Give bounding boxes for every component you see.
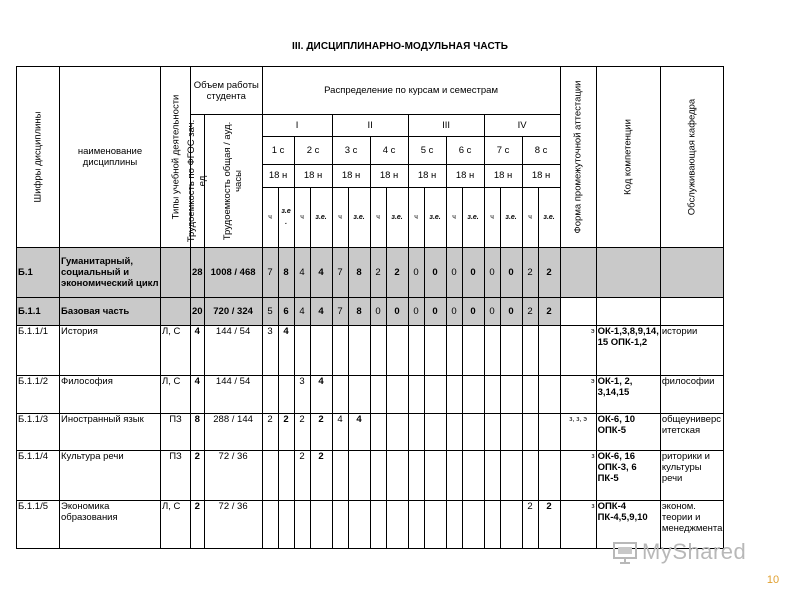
row-cell	[462, 414, 484, 451]
row-department: риторики и культуры речи	[660, 451, 724, 501]
row-fgos: 4	[191, 376, 205, 414]
row-code: Б.1.1/3	[17, 414, 60, 451]
row-cell	[262, 376, 278, 414]
row-name: Гуманитарный, социальный и экономический цикл	[60, 248, 161, 298]
row-cell	[294, 326, 310, 376]
row-cell	[462, 501, 484, 549]
row-competency: ОК-1,3,8,9,14, 15 ОПК-1,2	[596, 326, 660, 376]
row-attestation: э	[560, 326, 596, 376]
row-cell: 0	[500, 298, 522, 326]
row-total: 1008 / 468	[204, 248, 262, 298]
page-title: III. ДИСЦИПЛИНАРНО-МОДУЛЬНАЯ ЧАСТЬ	[291, 41, 509, 52]
row-cell	[278, 451, 294, 501]
table-row	[17, 248, 724, 298]
row-cell	[348, 501, 370, 549]
row-cell: 8	[348, 298, 370, 326]
course-2: II	[332, 115, 408, 137]
row-fgos: 2	[191, 451, 205, 501]
row-competency	[596, 298, 660, 326]
row-attestation	[560, 248, 596, 298]
header-attestation-label: Форма промежуточной аттестации	[572, 80, 584, 234]
row-cell: 2	[538, 248, 560, 298]
header-fgos-label: Трудоемкость по ФГОС зач. ед	[186, 119, 209, 243]
row-cell	[446, 376, 462, 414]
row-types: ПЗ	[161, 451, 191, 501]
semester-7: 7 с	[484, 137, 522, 165]
row-cell: 0	[500, 248, 522, 298]
row-code: Б.1.1/5	[17, 501, 60, 549]
credits-label: з.е.	[310, 187, 332, 247]
row-cell	[500, 451, 522, 501]
row-cell	[522, 326, 538, 376]
row-cell	[332, 501, 348, 549]
row-department: истории	[660, 326, 724, 376]
semester-8: 8 с	[522, 137, 560, 165]
row-cell: 2	[370, 248, 386, 298]
hours-label: ч	[408, 187, 424, 247]
header-competency-label: Код компетенции	[622, 119, 634, 195]
row-cell: 8	[348, 248, 370, 298]
header-workload-group: Объем работы студента	[191, 67, 263, 115]
row-cell	[522, 414, 538, 451]
row-cell: 2	[294, 451, 310, 501]
row-cell	[446, 326, 462, 376]
row-cell	[386, 451, 408, 501]
row-cell	[484, 451, 500, 501]
row-cell	[278, 376, 294, 414]
row-competency: ОПК-4 ПК-4,5,9,10	[596, 501, 660, 549]
row-cell	[500, 326, 522, 376]
watermark-logo	[612, 538, 747, 572]
row-cell	[370, 451, 386, 501]
row-cell	[332, 376, 348, 414]
row-cell	[424, 451, 446, 501]
row-name: Философия	[60, 376, 161, 414]
row-cell	[522, 451, 538, 501]
row-cell	[408, 414, 424, 451]
course-1: I	[262, 115, 332, 137]
row-cell: 0	[424, 248, 446, 298]
table-row	[17, 376, 724, 414]
header-distribution: Распределение по курсам и семестрам	[262, 67, 560, 115]
row-name: Культура речи	[60, 451, 161, 501]
row-cell: 6	[278, 298, 294, 326]
weeks-8: 18 н	[522, 165, 560, 187]
row-cell: 0	[484, 248, 500, 298]
row-cell	[484, 501, 500, 549]
table-row	[17, 298, 724, 326]
row-cell	[538, 326, 560, 376]
row-competency: ОК-6, 10 ОПК-5	[596, 414, 660, 451]
row-code: Б.1	[17, 248, 60, 298]
row-cell	[462, 376, 484, 414]
row-attestation	[560, 298, 596, 326]
row-cell: 0	[446, 298, 462, 326]
row-cell	[370, 501, 386, 549]
semester-5: 5 с	[408, 137, 446, 165]
row-cell	[386, 501, 408, 549]
row-cell	[462, 451, 484, 501]
header-department	[660, 67, 724, 248]
weeks-1: 18 н	[262, 165, 294, 187]
credits-label: з.е.	[348, 187, 370, 247]
row-cell: 0	[408, 248, 424, 298]
table-row	[17, 326, 724, 376]
row-cell	[310, 501, 332, 549]
semester-2: 2 с	[294, 137, 332, 165]
row-cell: 2	[538, 298, 560, 326]
row-cell: 0	[462, 248, 484, 298]
row-cell	[500, 501, 522, 549]
row-competency: ОК-1, 2, 3,14,15	[596, 376, 660, 414]
table-row	[17, 414, 724, 451]
row-cell	[278, 501, 294, 549]
row-fgos: 8	[191, 414, 205, 451]
hours-label: ч	[262, 187, 278, 247]
weeks-5: 18 н	[408, 165, 446, 187]
row-cell	[386, 376, 408, 414]
row-cell	[262, 501, 278, 549]
course-3: III	[408, 115, 484, 137]
row-cell: 3	[294, 376, 310, 414]
row-code: Б.1.1/1	[17, 326, 60, 376]
row-cell: 2	[522, 248, 538, 298]
row-name: Экономика образования	[60, 501, 161, 549]
row-cell	[348, 451, 370, 501]
row-cell: 3	[262, 326, 278, 376]
hours-label: ч	[446, 187, 462, 247]
row-cell	[446, 501, 462, 549]
row-name: Иностранный язык	[60, 414, 161, 451]
header-department-label: Обслуживающая кафедра	[686, 98, 698, 216]
row-code: Б.1.1	[17, 298, 60, 326]
row-cell: 7	[332, 248, 348, 298]
semester-1: 1 с	[262, 137, 294, 165]
row-department	[660, 248, 724, 298]
row-cell	[370, 326, 386, 376]
row-total: 720 / 324	[204, 298, 262, 326]
row-cell	[484, 414, 500, 451]
header-activity-types-label: Типы учебной деятельности	[170, 94, 181, 220]
credits-label: з.е.	[424, 187, 446, 247]
row-attestation: з	[560, 451, 596, 501]
row-attestation: з	[560, 501, 596, 549]
table-row	[17, 451, 724, 501]
row-cell: 4	[310, 376, 332, 414]
row-attestation: з, з, э	[560, 414, 596, 451]
row-types: Л, С	[161, 326, 191, 376]
weeks-6: 18 н	[446, 165, 484, 187]
semester-4: 4 с	[370, 137, 408, 165]
row-cell	[424, 414, 446, 451]
row-cell: 2	[522, 501, 538, 549]
row-cell	[332, 451, 348, 501]
row-cell: 4	[310, 248, 332, 298]
semester-6: 6 с	[446, 137, 484, 165]
row-competency	[596, 248, 660, 298]
row-cell: 2	[522, 298, 538, 326]
hours-label: ч	[332, 187, 348, 247]
row-fgos: 2	[191, 501, 205, 549]
hours-label: ч	[370, 187, 386, 247]
row-cell: 2	[310, 451, 332, 501]
row-name: История	[60, 326, 161, 376]
row-cell: 0	[408, 298, 424, 326]
row-cell	[370, 414, 386, 451]
row-cell: 4	[348, 414, 370, 451]
credits-label: з.е .	[278, 187, 294, 247]
row-cell	[348, 376, 370, 414]
row-types: ПЗ	[161, 414, 191, 451]
row-cell	[408, 451, 424, 501]
header-competency	[596, 67, 660, 248]
row-cell: 4	[278, 326, 294, 376]
row-cell	[310, 326, 332, 376]
row-total: 144 / 54	[204, 326, 262, 376]
row-types	[161, 248, 191, 298]
header-codes-label: Шифры дисциплины	[32, 111, 44, 203]
row-cell: 0	[424, 298, 446, 326]
credits-label: з.е.	[500, 187, 522, 247]
row-cell	[348, 326, 370, 376]
row-cell: 2	[294, 414, 310, 451]
row-cell	[386, 414, 408, 451]
row-cell	[408, 501, 424, 549]
row-cell	[332, 326, 348, 376]
row-cell	[294, 501, 310, 549]
row-cell	[370, 376, 386, 414]
row-cell: 0	[462, 298, 484, 326]
row-cell: 2	[386, 248, 408, 298]
row-cell	[424, 326, 446, 376]
row-total: 288 / 144	[204, 414, 262, 451]
row-department	[660, 298, 724, 326]
row-code: Б.1.1/4	[17, 451, 60, 501]
row-cell: 0	[386, 298, 408, 326]
row-total: 144 / 54	[204, 376, 262, 414]
row-cell	[424, 376, 446, 414]
row-cell: 2	[278, 414, 294, 451]
row-cell: 4	[294, 298, 310, 326]
row-total: 72 / 36	[204, 501, 262, 549]
row-cell	[424, 501, 446, 549]
hours-label: ч	[294, 187, 310, 247]
course-4: IV	[484, 115, 560, 137]
row-cell	[538, 451, 560, 501]
row-cell	[386, 326, 408, 376]
row-cell	[538, 376, 560, 414]
row-cell: 8	[278, 248, 294, 298]
row-cell	[538, 414, 560, 451]
row-cell: 2	[538, 501, 560, 549]
row-cell	[446, 414, 462, 451]
row-types: Л, С	[161, 376, 191, 414]
row-name: Базовая часть	[60, 298, 161, 326]
row-department: эконом. теории и менеджмента	[660, 501, 724, 549]
row-cell	[408, 376, 424, 414]
row-cell	[484, 326, 500, 376]
row-competency: ОК-6, 16 ОПК-3, 6 ПК-5	[596, 451, 660, 501]
hours-label: ч	[522, 187, 538, 247]
row-cell	[262, 451, 278, 501]
row-cell	[484, 376, 500, 414]
row-attestation: э	[560, 376, 596, 414]
weeks-7: 18 н	[484, 165, 522, 187]
row-fgos: 4	[191, 326, 205, 376]
row-cell	[500, 414, 522, 451]
weeks-2: 18 н	[294, 165, 332, 187]
row-cell	[522, 376, 538, 414]
credits-label: з.е.	[538, 187, 560, 247]
curriculum-table	[16, 66, 724, 549]
row-code: Б.1.1/2	[17, 376, 60, 414]
row-cell	[462, 326, 484, 376]
row-cell: 0	[370, 298, 386, 326]
row-fgos: 28	[191, 248, 205, 298]
header-total	[204, 115, 262, 248]
credits-label: з.е.	[462, 187, 484, 247]
row-cell: 4	[332, 414, 348, 451]
header-total-label: Трудоемкость общая / ауд. часы	[222, 121, 245, 241]
row-cell	[500, 376, 522, 414]
row-cell: 7	[332, 298, 348, 326]
row-total: 72 / 36	[204, 451, 262, 501]
row-department: общеуниверситетская	[660, 414, 724, 451]
header-name: наименование дисциплины	[60, 67, 161, 248]
row-cell: 5	[262, 298, 278, 326]
semester-3: 3 с	[332, 137, 370, 165]
weeks-3: 18 н	[332, 165, 370, 187]
row-fgos: 20	[191, 298, 205, 326]
row-cell: 2	[310, 414, 332, 451]
header-attestation	[560, 67, 596, 248]
row-cell	[408, 326, 424, 376]
row-cell: 0	[446, 248, 462, 298]
weeks-4: 18 н	[370, 165, 408, 187]
row-cell: 2	[262, 414, 278, 451]
row-cell: 0	[484, 298, 500, 326]
page-number: 10	[766, 574, 780, 586]
row-cell	[446, 451, 462, 501]
row-cell: 4	[294, 248, 310, 298]
header-fgos	[186, 115, 209, 248]
hours-label: ч	[484, 187, 500, 247]
header-codes	[17, 67, 60, 248]
row-types: Л, С	[161, 501, 191, 549]
header-row-1	[17, 67, 724, 115]
row-types	[161, 298, 191, 326]
presentation-icon	[612, 541, 638, 565]
row-cell: 7	[262, 248, 278, 298]
watermark-text: MyShared	[642, 539, 747, 564]
row-department: философии	[660, 376, 724, 414]
credits-label: з.е.	[386, 187, 408, 247]
row-cell: 4	[310, 298, 332, 326]
